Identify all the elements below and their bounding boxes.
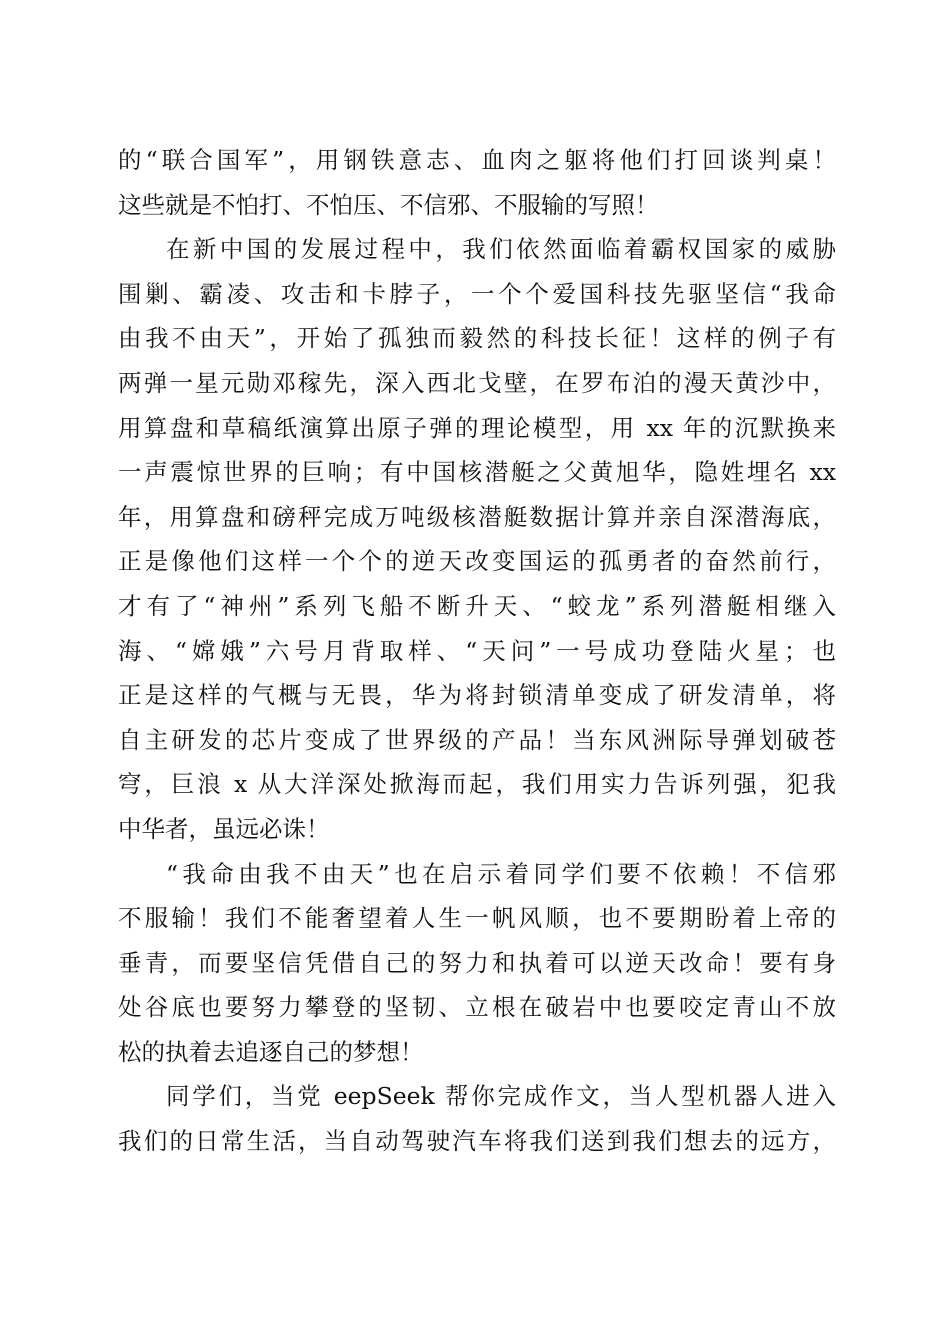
text-line: 一声震惊世界的巨响；有中国核潜艇之父黄旭华，隐姓埋名 xx	[118, 458, 836, 487]
text-line: 海、“嫦娥”六号月背取样、“天问”一号成功登陆火星；也	[118, 636, 836, 665]
text-line: 同学们，当党 eepSeek 帮你完成作文，当人型机器人进入	[166, 1082, 836, 1111]
document-body	[118, 138, 836, 1164]
text-line: 才有了“神州”系列飞船不断升天、“蛟龙”系列潜艇相继入	[118, 591, 836, 620]
text-line: 这些就是不怕打、不怕压、不信邪、不服输的写照！	[118, 190, 659, 219]
paragraph-2	[118, 227, 836, 851]
text-line: 松的执着去追逐自己的梦想！	[118, 1037, 424, 1066]
text-line: 由我不由天”，开始了孤独而毅然的科技长征！这样的例子有	[118, 324, 836, 353]
text-line: “我命由我不由天”也在启示着同学们要不依赖！不信邪	[166, 859, 836, 888]
text-line: 正是这样的气概与无畏，华为将封锁清单变成了研发清单，将	[118, 681, 836, 710]
text-line: 自主研发的芯片变成了世界级的产品！当东风洲际导弹划破苍	[118, 725, 836, 754]
paragraph-3	[118, 852, 836, 1075]
text-line: 不服输！我们不能奢望着人生一帆风顺，也不要期盼着上帝的	[118, 904, 836, 933]
paragraph-1	[118, 138, 836, 227]
text-line: 正是像他们这样一个个的逆天改变国运的孤勇者的奋然前行，	[118, 547, 836, 576]
text-line: 垂青，而要坚信凭借自己的努力和执着可以逆天改命！要有身	[118, 948, 836, 977]
text-line: 穹，巨浪 x 从大洋深处掀海而起，我们用实力告诉列强，犯我	[118, 770, 836, 799]
text-line: 用算盘和草稿纸演算出原子弹的理论模型，用 xx 年的沉默换来	[118, 413, 836, 442]
text-line: 两弹一星元勋邓稼先，深入西北戈壁，在罗布泊的漫天黄沙中，	[118, 368, 836, 397]
paragraph-4	[118, 1074, 836, 1163]
text-line: 的“联合国军”，用钢铁意志、血肉之躯将他们打回谈判桌！	[118, 146, 836, 174]
text-line: 年，用算盘和磅秤完成万吨级核潜艇数据计算并亲自深潜海底，	[118, 502, 836, 531]
text-line: 在新中国的发展过程中，我们依然面临着霸权国家的威胁	[166, 235, 836, 264]
text-line: 中华者，虽远必诛！	[118, 814, 330, 843]
text-line: 围剿、霸凌、攻击和卡脖子，一个个爱国科技先驱坚信“我命	[118, 279, 836, 308]
text-line: 我们的日常生活，当自动驾驶汽车将我们送到我们想去的远方，	[118, 1127, 836, 1156]
text-line: 处谷底也要努力攀登的坚韧、立根在破岩中也要咬定青山不放	[118, 993, 836, 1022]
